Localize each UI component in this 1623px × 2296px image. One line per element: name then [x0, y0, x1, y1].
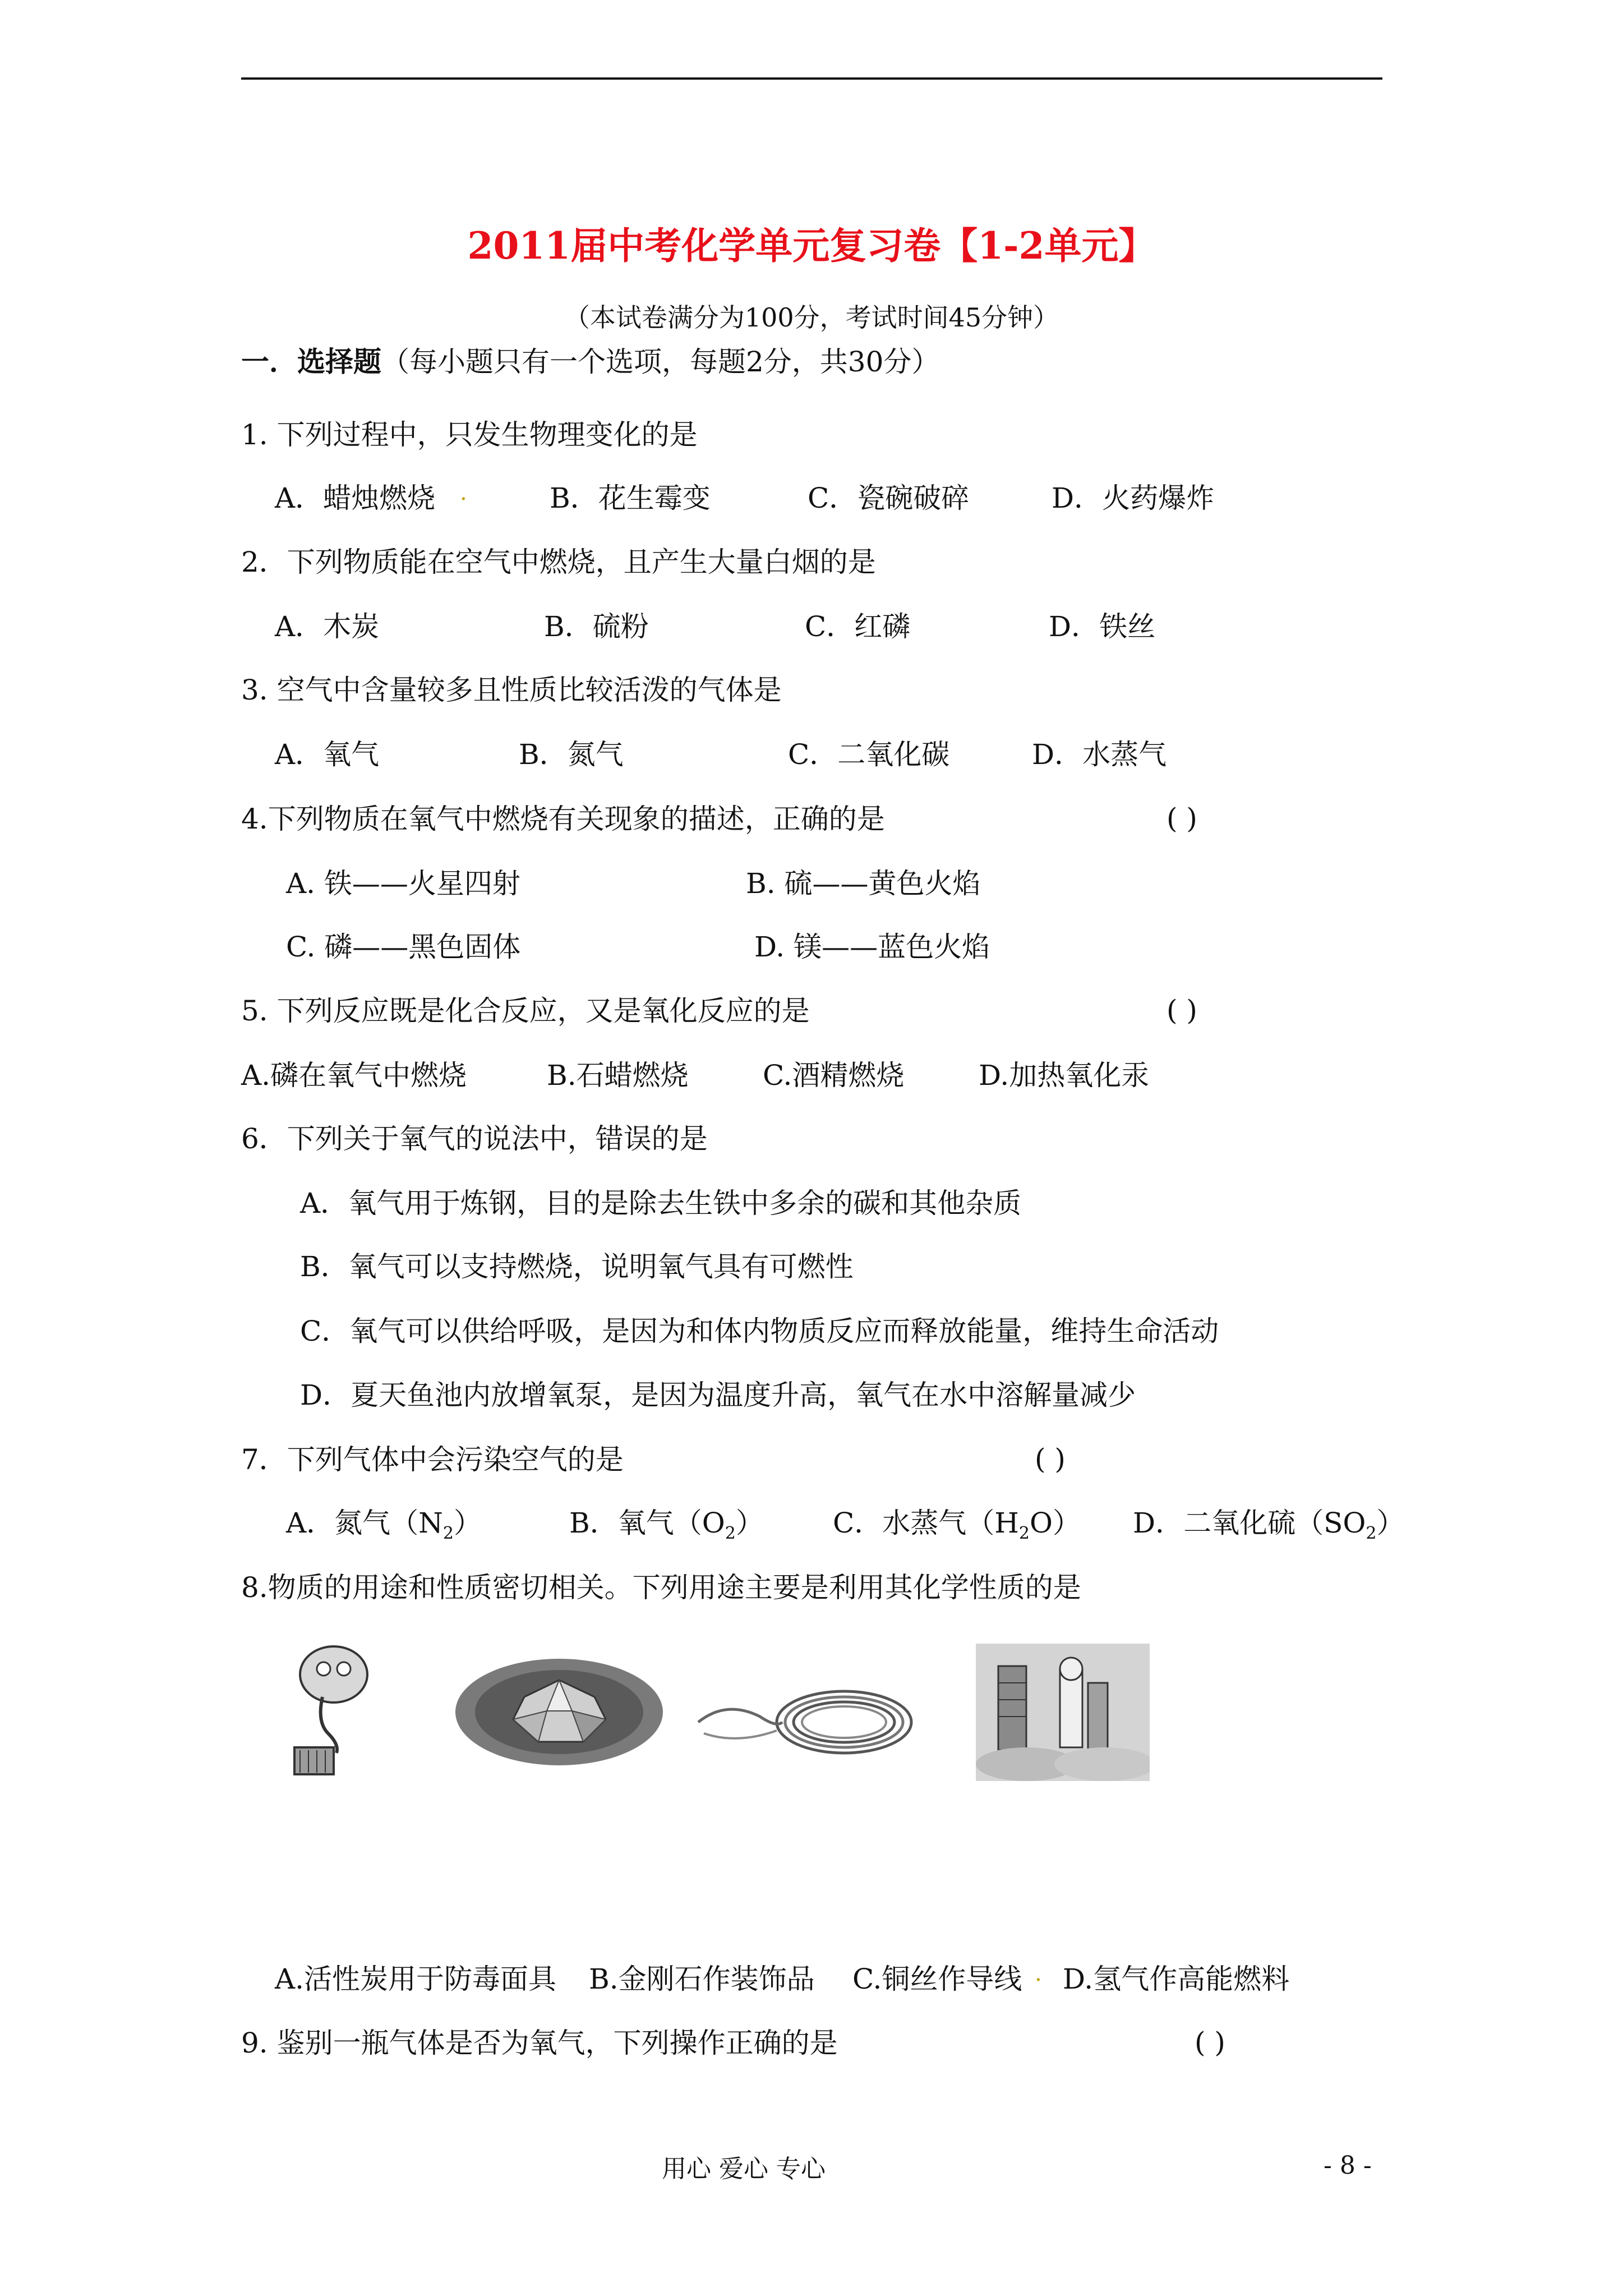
q7-option-d-sub: 2 — [1366, 1524, 1377, 1543]
q1-option-d: D．火药爆炸 — [1052, 482, 1215, 514]
q7-option-a-end: ） — [453, 1507, 482, 1539]
q5-answer-blank: ( ) — [1166, 994, 1197, 1027]
q1-option-c: C．瓷碗破碎 — [808, 482, 970, 514]
q7-option-b-end: ） — [735, 1507, 764, 1539]
q4-answer-blank: ( ) — [1166, 802, 1197, 835]
question-6-stem: 6．下列关于氧气的说法中，错误的是 — [241, 1122, 708, 1155]
page-number: - 8 - — [1324, 2151, 1372, 2180]
question-3-stem: 3. 空气中含量较多且性质比较活泼的气体是 — [241, 674, 782, 706]
q5-option-c: C.酒精燃烧 — [763, 1059, 905, 1092]
q2-option-d: D．铁丝 — [1049, 610, 1156, 643]
q4-option-c: C. 磷——黑色固体 — [286, 931, 521, 963]
q7-option-c-text: C．水蒸气（H — [833, 1507, 1019, 1539]
q2-option-a: A．木炭 — [275, 610, 380, 643]
q8-option-c: C.铜丝作导线 — [852, 1963, 1022, 1995]
q7-option-d — [1133, 1506, 1404, 1550]
q4-option-b: B. 硫——黄色火焰 — [746, 867, 981, 900]
q2-option-b: B．硫粉 — [544, 610, 649, 643]
section-heading-note: （每小题只有一个选项，每题2分，共30分） — [381, 346, 940, 378]
q7-option-a-text: A．氮气（N — [286, 1507, 443, 1539]
page-subtitle: （本试卷满分为100分，考试时间45分钟） — [564, 302, 1059, 333]
q5-option-a: A.磷在氧气中燃烧 — [241, 1059, 467, 1092]
q5-option-d: D.加热氧化汞 — [979, 1059, 1150, 1092]
section-heading — [241, 345, 939, 379]
question-2-stem: 2．下列物质能在空气中燃烧，且产生大量白烟的是 — [241, 546, 876, 578]
question-5-stem: 5. 下列反应既是化合反应，又是氧化反应的是 — [241, 995, 810, 1027]
q7-option-c-end: O） — [1029, 1507, 1081, 1539]
q6-option-c: C．氧气可以供给呼吸，是因为和体内物质反应而释放能量，维持生命活动 — [300, 1315, 1219, 1347]
q3-option-a: A．氧气 — [275, 738, 380, 771]
stray-dot: . — [460, 480, 467, 505]
q7-option-b — [569, 1506, 764, 1550]
question-7-stem: 7．下列气体中会污染空气的是 — [241, 1443, 624, 1476]
section-heading-label: 一．选择题 — [241, 345, 381, 378]
q7-option-b-sub: 2 — [725, 1524, 736, 1543]
q9-answer-blank: ( ) — [1195, 2026, 1225, 2059]
q1-option-a: A．蜡烛燃烧 — [275, 482, 436, 514]
q7-option-a — [286, 1506, 482, 1550]
q3-option-d: D．水蒸气 — [1032, 738, 1167, 771]
q1-option-b: B．花生霉变 — [550, 482, 711, 514]
question-1-stem: 1. 下列过程中，只发生物理变化的是 — [241, 418, 698, 451]
q7-option-d-text: D．二氧化硫（SO — [1133, 1507, 1366, 1539]
q8-option-d: D.氢气作高能燃料 — [1063, 1963, 1290, 1995]
diamond-image — [454, 1658, 665, 1767]
q7-option-a-sub: 2 — [442, 1524, 454, 1543]
q2-option-c: C．红磷 — [805, 610, 911, 643]
copper-wire-image — [693, 1677, 917, 1761]
question-4-stem: 4.下列物质在氧气中燃烧有关现象的描述，正确的是 — [241, 803, 885, 835]
q7-option-b-text: B．氧气（O — [569, 1507, 725, 1539]
footer-motto: 用心 爱心 专心 — [662, 2155, 826, 2183]
q7-answer-blank: ( ) — [1035, 1443, 1066, 1475]
q5-option-b: B.石蜡燃烧 — [547, 1059, 689, 1092]
header-rule — [241, 77, 1382, 80]
q4-option-a: A. 铁——火星四射 — [286, 867, 520, 900]
gas-mask-image — [289, 1644, 384, 1775]
q6-option-b: B．氧气可以支持燃烧，说明氧气具有可燃性 — [300, 1250, 854, 1283]
q6-option-a: A．氧气用于炼钢，目的是除去生铁中多余的碳和其他杂质 — [300, 1187, 1022, 1220]
q8-option-b: B.金刚石作装饰品 — [589, 1963, 815, 1995]
question-8-stem: 8.物质的用途和性质密切相关。下列用途主要是利用其化学性质的是 — [241, 1571, 1081, 1604]
q7-option-c — [833, 1506, 1081, 1550]
q6-option-d: D．夏天鱼池内放增氧泵，是因为温度升高，氧气在水中溶解量减少 — [300, 1379, 1136, 1411]
q4-option-d: D. 镁——蓝色火焰 — [754, 931, 990, 963]
q7-option-d-end: ） — [1376, 1507, 1405, 1539]
page-title: 2011届中考化学单元复习卷【1-2单元】 — [467, 224, 1156, 268]
question-9-stem: 9. 鉴别一瓶气体是否为氧气，下列操作正确的是 — [241, 2027, 838, 2059]
q3-option-b: B．氮气 — [519, 738, 624, 771]
stray-dot-2: . — [1035, 1961, 1042, 1986]
q3-option-c: C．二氧化碳 — [788, 738, 950, 771]
rocket-launch-image — [976, 1644, 1150, 1781]
q7-option-c-sub: 2 — [1018, 1524, 1030, 1543]
q8-option-a: A.活性炭用于防毒面具 — [275, 1963, 557, 1995]
